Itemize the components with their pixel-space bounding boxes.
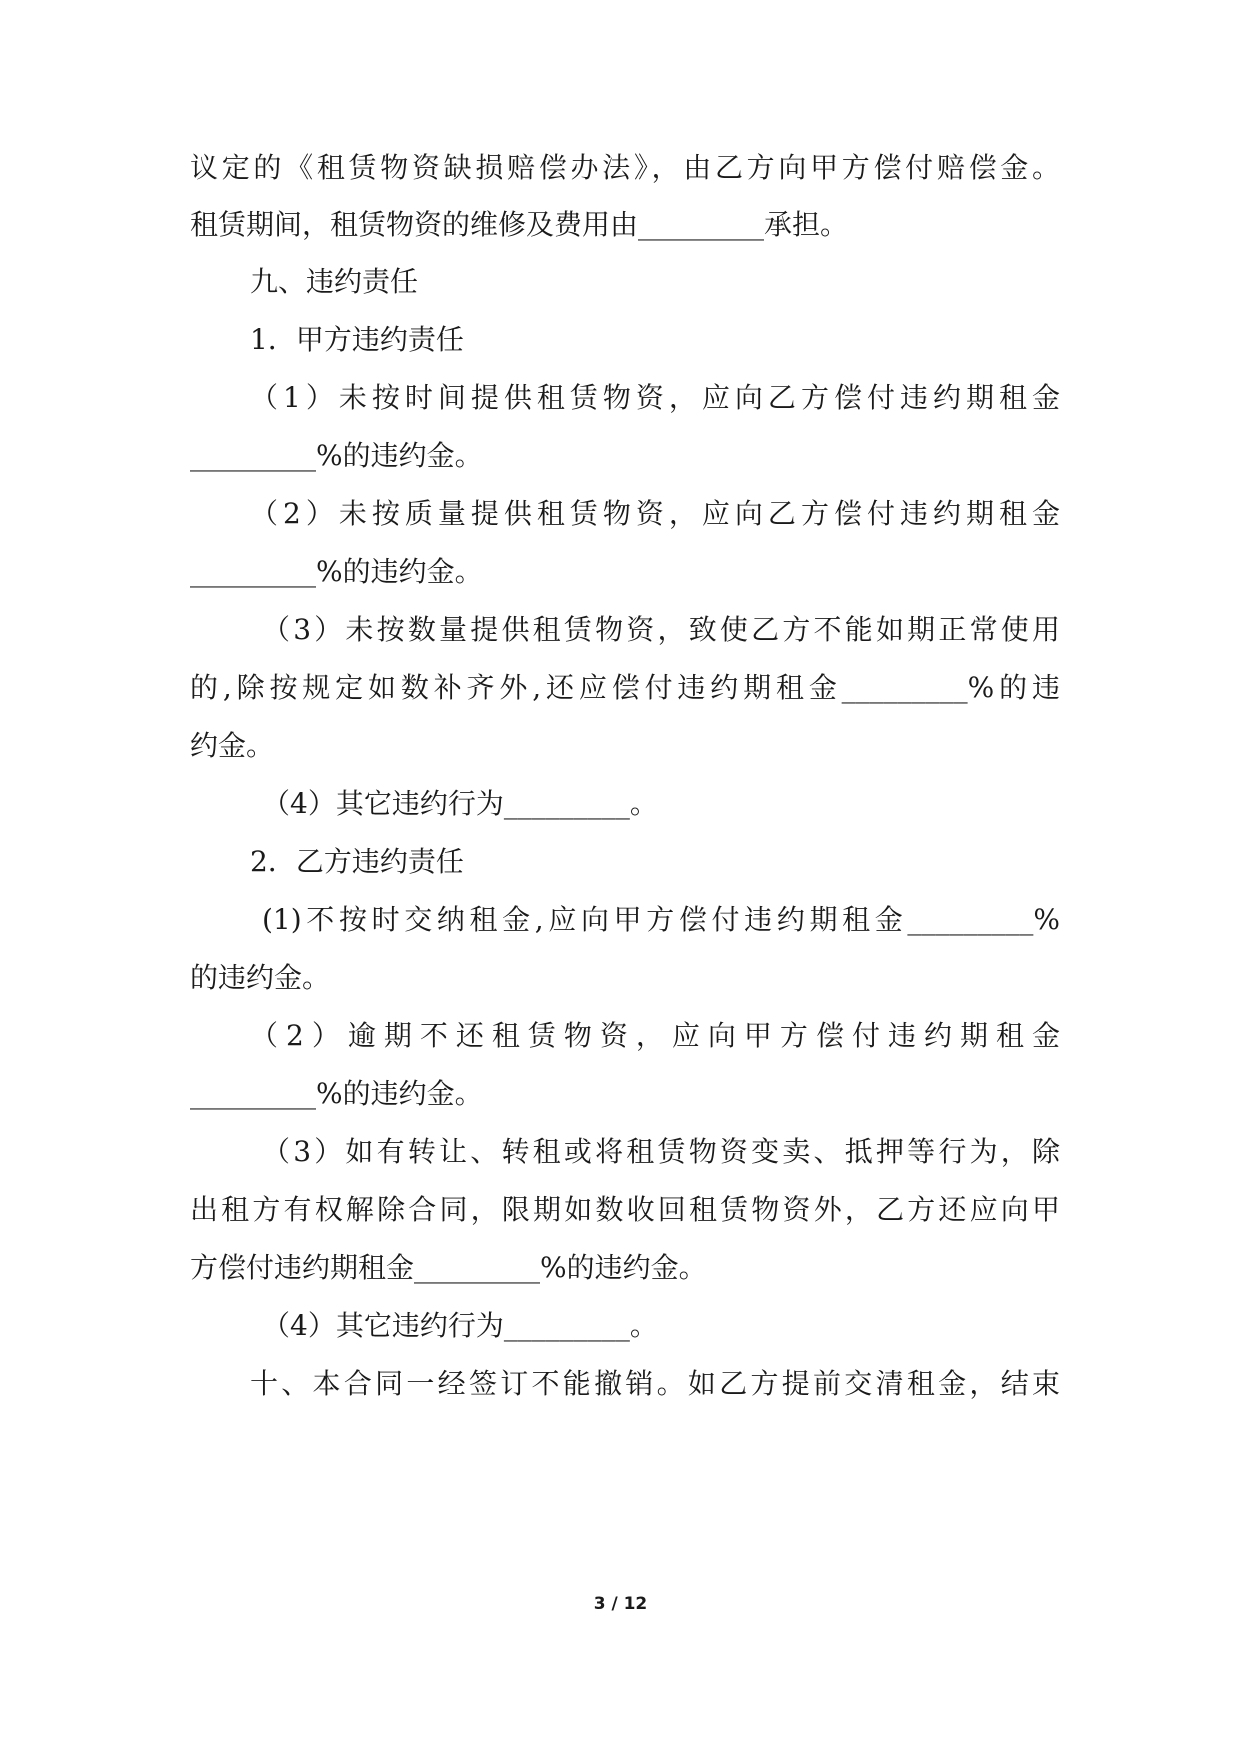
text-line: 出租方有权解除合同，限期如数收回租赁物资外，乙方还应向甲 — [190, 1193, 1060, 1226]
page-number: 3 / 12 — [593, 1594, 648, 1614]
text-line: _________%的违约金。 — [190, 439, 483, 472]
text-line: 约金。 — [190, 729, 275, 762]
text-line: 议定的《租赁物资缺损赔偿办法》，由乙方向甲方偿付赔偿金。 — [190, 151, 1060, 184]
text-line: 租赁期间，租赁物资的维修及费用由_________承担。 — [190, 208, 849, 241]
text-line: _________%的违约金。 — [190, 1077, 483, 1110]
text-line: (1)不按时交纳租金,应向甲方偿付违约期租金_________% — [262, 903, 1060, 936]
section-heading: 九、违约责任 — [250, 265, 419, 298]
text-line: （2）逾期不还租赁物资，应向甲方偿付违约期租金 — [250, 1019, 1060, 1052]
text-line: （3）未按数量提供租赁物资，致使乙方不能如期正常使用 — [262, 613, 1060, 646]
text-line: _________%的违约金。 — [190, 555, 483, 588]
text-line: 方偿付违约期租金_________%的违约金。 — [190, 1251, 707, 1284]
text-line: 的,除按规定如数补齐外,还应偿付违约期租金_________%的违 — [190, 671, 1060, 704]
text-line: 的违约金。 — [190, 961, 331, 994]
text-line: （4）其它违约行为_________。 — [262, 1309, 658, 1342]
text-line: （1）未按时间提供租赁物资，应向乙方偿付违约期租金 — [250, 381, 1060, 414]
subsection-heading: 2．乙方违约责任 — [250, 845, 464, 878]
text-line: （4）其它违约行为_________。 — [262, 787, 658, 820]
text-line: （2）未按质量提供租赁物资，应向乙方偿付违约期租金 — [250, 497, 1060, 530]
text-line: 十、本合同一经签订不能撤销。如乙方提前交清租金，结束 — [250, 1367, 1060, 1400]
text-line: （3）如有转让、转租或将租赁物资变卖、抵押等行为，除 — [262, 1135, 1060, 1168]
subsection-heading: 1．甲方违约责任 — [250, 323, 464, 356]
